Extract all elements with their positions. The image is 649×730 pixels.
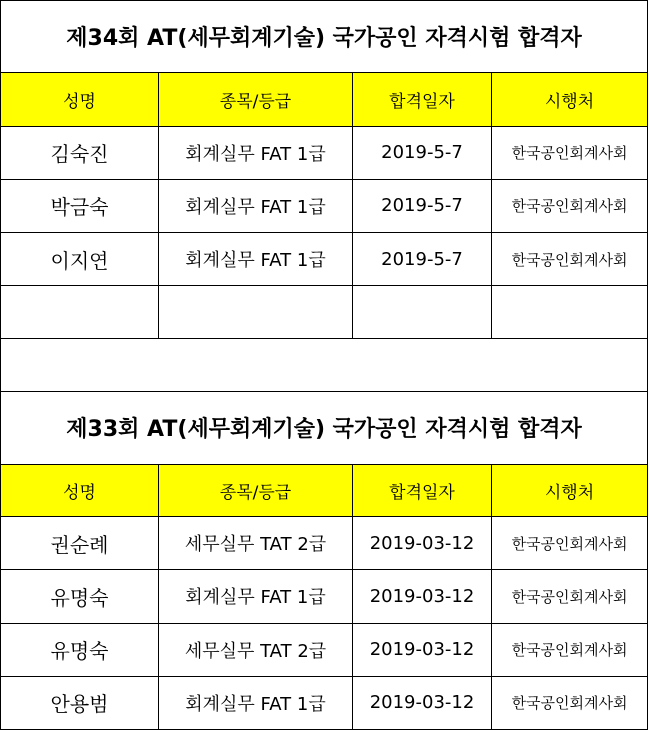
cell-category <box>159 286 353 339</box>
cell-category: 회계실무 FAT 1급 <box>159 570 353 623</box>
cell-category: 회계실무 FAT 1급 <box>159 232 353 285</box>
cell-category: 회계실무 FAT 1급 <box>159 179 353 232</box>
table-row-empty <box>1 286 648 339</box>
cell-name: 김숙진 <box>1 126 159 179</box>
cell-category: 회계실무 FAT 1급 <box>159 676 353 729</box>
cell-organizer: 한국공인회계사회 <box>492 179 648 232</box>
header-organizer: 시행처 <box>492 73 648 126</box>
table-row <box>1 570 648 623</box>
cell-date <box>353 286 492 339</box>
header-row <box>1 73 648 126</box>
cell-name: 유명숙 <box>1 623 159 676</box>
cell-name: 유명숙 <box>1 570 159 623</box>
cell-organizer: 한국공인회계사회 <box>492 623 648 676</box>
table-row <box>1 126 648 179</box>
section-title: 제33회 AT(세무회계기술) 국가공인 자격시험 합격자 <box>1 391 648 464</box>
table-row <box>1 179 648 232</box>
cell-name: 이지연 <box>1 232 159 285</box>
cell-date: 2019-03-12 <box>353 570 492 623</box>
cell-organizer: 한국공인회계사회 <box>492 570 648 623</box>
header-date: 합격일자 <box>353 73 492 126</box>
section-title-row <box>1 1 648 73</box>
cell-date: 2019-03-12 <box>353 517 492 570</box>
header-date: 합격일자 <box>353 464 492 516</box>
cell-organizer <box>492 286 648 339</box>
cell-organizer: 한국공인회계사회 <box>492 232 648 285</box>
section-title-row <box>1 391 648 464</box>
cell-name: 안용범 <box>1 676 159 729</box>
cell-organizer: 한국공인회계사회 <box>492 126 648 179</box>
header-name: 성명 <box>1 73 159 126</box>
spacer-row <box>1 339 648 391</box>
table-row <box>1 676 648 729</box>
cell-category: 회계실무 FAT 1급 <box>159 126 353 179</box>
cell-date: 2019-5-7 <box>353 179 492 232</box>
section-title: 제34회 AT(세무회계기술) 국가공인 자격시험 합격자 <box>1 1 648 73</box>
header-name: 성명 <box>1 464 159 516</box>
spacer-cell <box>1 339 648 391</box>
table-row <box>1 623 648 676</box>
cell-name <box>1 286 159 339</box>
table-row <box>1 517 648 570</box>
header-category: 종목/등급 <box>159 464 353 516</box>
cell-date: 2019-03-12 <box>353 623 492 676</box>
cell-category: 세무실무 TAT 2급 <box>159 623 353 676</box>
table-row <box>1 232 648 285</box>
cell-date: 2019-03-12 <box>353 676 492 729</box>
cell-name: 박금숙 <box>1 179 159 232</box>
cell-date: 2019-5-7 <box>353 232 492 285</box>
header-category: 종목/등급 <box>159 73 353 126</box>
cell-date: 2019-5-7 <box>353 126 492 179</box>
header-row <box>1 464 648 516</box>
cell-category: 세무실무 TAT 2급 <box>159 517 353 570</box>
header-organizer: 시행처 <box>492 464 648 516</box>
cell-organizer: 한국공인회계사회 <box>492 676 648 729</box>
cell-organizer: 한국공인회계사회 <box>492 517 648 570</box>
cell-name: 권순례 <box>1 517 159 570</box>
